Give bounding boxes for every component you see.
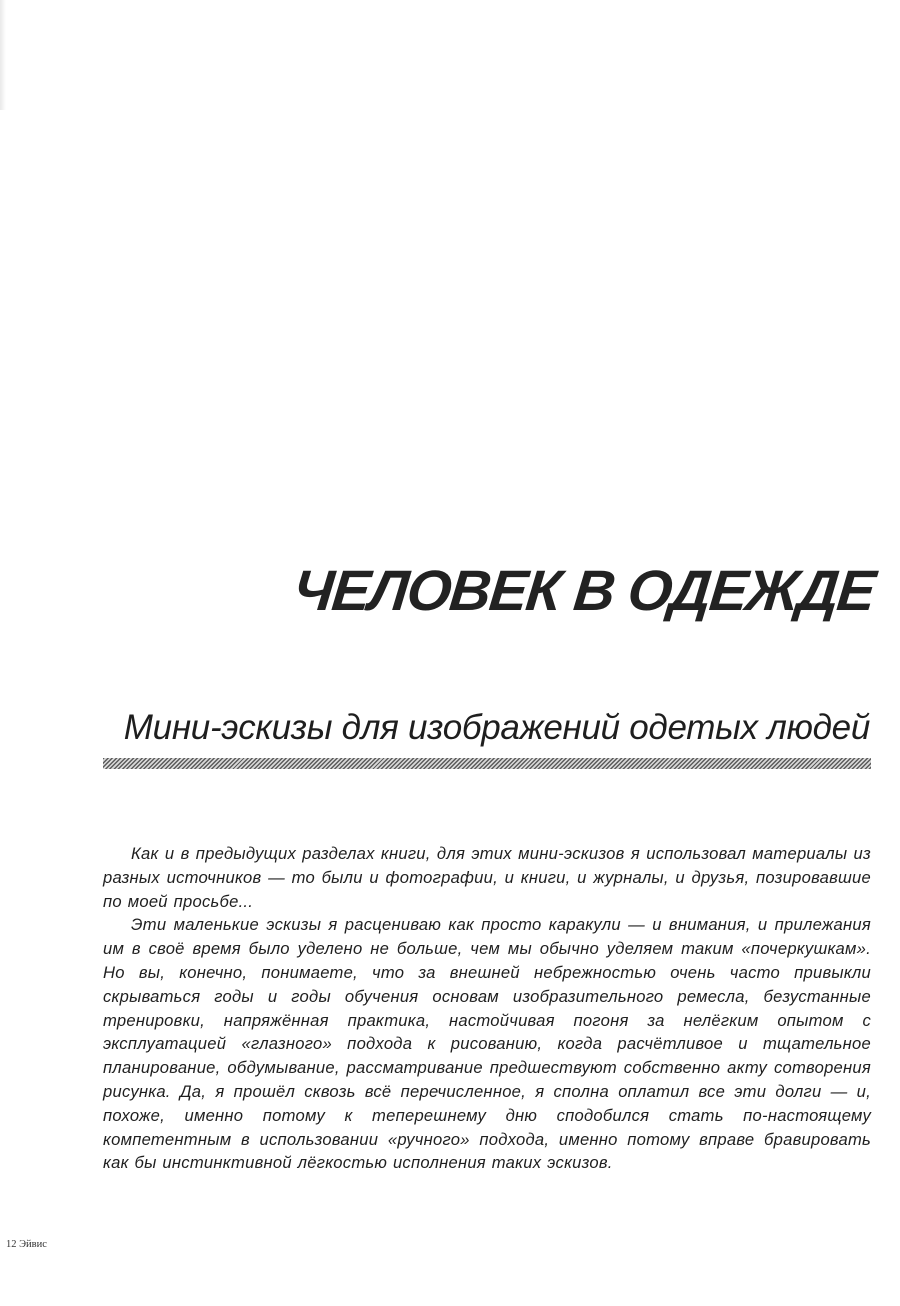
chapter-subtitle: Мини-эскизы для изображений одетых людей (123, 708, 870, 747)
paragraph-1: Как и в предыдущих разделах книги, для этих мини-эскизов я использовал материалы из разных источников — то были и фотографии, и книги, и журналы, и друзья, позировавшие по моей просьбе... (103, 844, 871, 911)
body-text (103, 842, 871, 1175)
scan-edge-shadow (0, 0, 6, 110)
paragraph-2: Эти маленькие эскизы я расцениваю как просто каракули — и внимания, и прилежания им в своё время было уделено не больше, чем мы обычно уделяем таким «почеркушкам». Но вы, конечно, понимаете, что за внешней небрежностью очень часто привыкли скрываться годы и годы обучения основам изобразительного ремесла, безустанные тренировки, напряжённая практика, настойчивая погоня за нелёгким опытом с эксплуатацией «глазного» подхода к рисованию, когда расчётливое и тщательное планирование, обдумывание, рассматривание предшествуют собственно акту сотворения рисунка. Да, я прошёл сквозь всё перечисленное, я сполна оплатил все эти долги — и, похоже, именно потому к теперешнему дню сподобился стать по-настоящему компетентным в использовании «ручного» подхода, именно потому вправе бравировать как бы инстинктивной лёгкостью исполнения таких эскизов. (103, 915, 871, 1173)
hatched-divider (103, 758, 871, 769)
chapter-title: ЧЕЛОВЕК В ОДЕЖДЕ (289, 559, 877, 623)
page-folio: 12 Эйвис (6, 1239, 47, 1250)
